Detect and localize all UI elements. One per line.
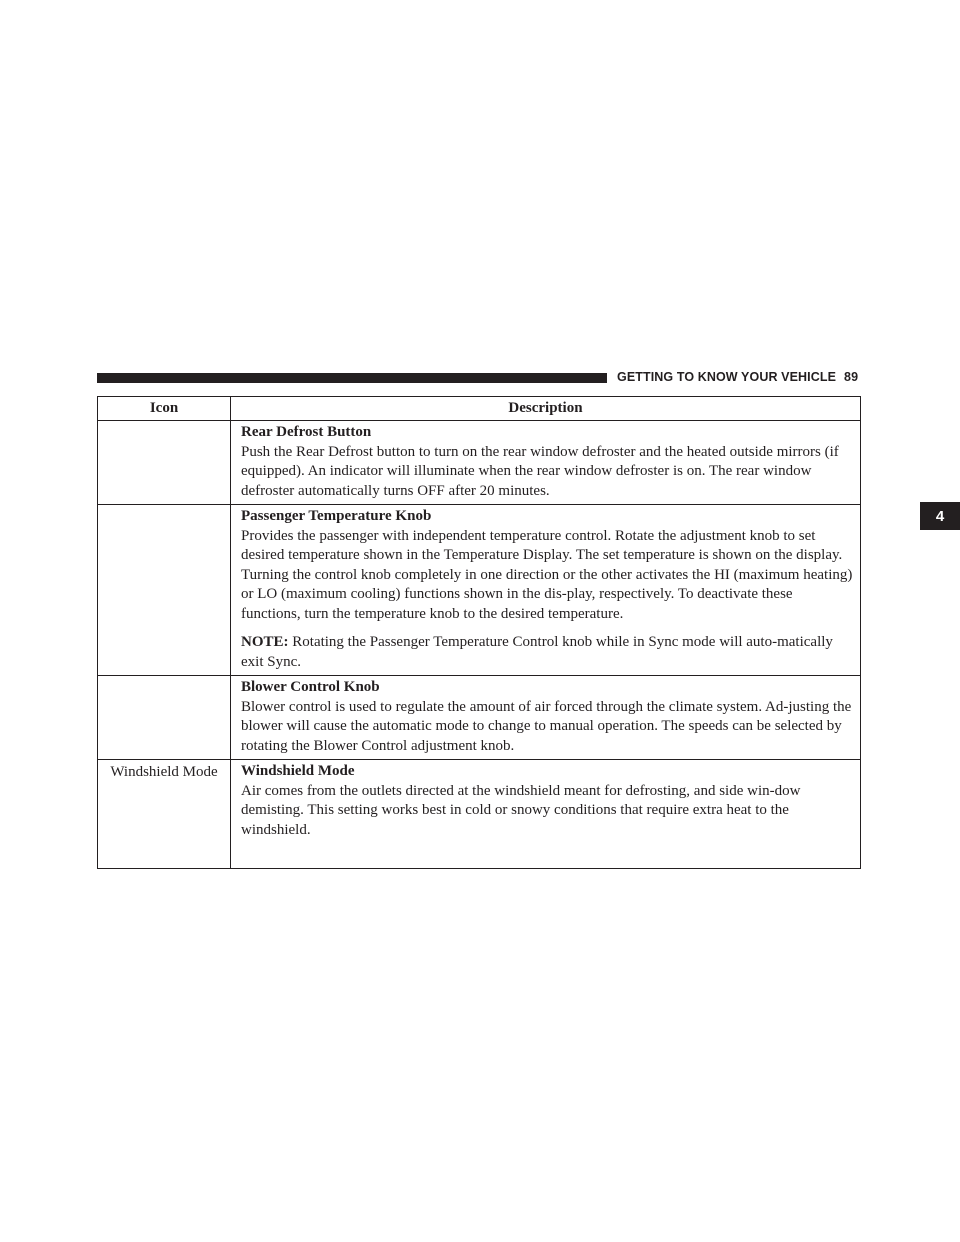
table-header-row <box>98 397 861 421</box>
item-title: Rear Defrost Button <box>241 424 372 440</box>
section-title: GETTING TO KNOW YOUR VEHICLE <box>617 370 837 384</box>
item-title: Blower Control Knob <box>241 679 380 695</box>
column-header-description: Description <box>231 397 861 421</box>
table-row <box>98 421 861 505</box>
chapter-tab: 4 <box>920 502 960 530</box>
description-cell <box>231 760 861 869</box>
item-title: Passenger Temperature Knob <box>241 508 432 524</box>
icon-cell: Windshield Mode <box>98 760 231 869</box>
description-cell <box>231 421 861 505</box>
table-row <box>98 505 861 676</box>
note <box>241 633 854 672</box>
icon-cell <box>98 421 231 505</box>
item-body: Push the Rear Defrost button to turn on the rear window defroster and the heated outside mirrors (if equipped). An indicator will illuminate when the rear window defroster is on. The rear window defroster automatically turns OFF after 20 minutes. <box>241 443 839 499</box>
item-body: Blower control is used to regulate the amount of air forced through the climate system. Ad-justing the blower will cause the automatic mode to change to manual operation. The speeds can be selected by rotating the Blower Control adjustment knob. <box>241 698 852 754</box>
item-body: Provides the passenger with independent temperature control. Rotate the adjustment knob to set desired temperature shown in the Temperature Display. The set temperature is shown on the display. Turning the control knob completely in one direction or the other activates the HI (maximum heating) or LO (maximum cooling) functions shown in the dis-play, respectively. To deactivate these functions, turn the temperature knob to the desired temperature. <box>241 527 853 622</box>
item-body: Air comes from the outlets directed at the windshield meant for defrosting, and side win-dow demisting. This setting works best in cold or snowy conditions that require extra heat to the windshield. <box>241 782 801 838</box>
table-row <box>98 676 861 760</box>
table-row <box>98 760 861 869</box>
page-number: 89 <box>844 370 859 384</box>
climate-controls-table <box>97 396 861 869</box>
icon-cell <box>98 505 231 676</box>
item-title: Windshield Mode <box>241 763 355 779</box>
note-label: NOTE: <box>241 634 289 650</box>
column-header-icon: Icon <box>98 397 231 421</box>
description-cell <box>231 505 861 676</box>
note-text: Rotating the Passenger Temperature Control knob while in Sync mode will auto-matically exit Sync. <box>241 634 833 670</box>
header-rule <box>97 373 607 383</box>
running-header <box>617 370 858 384</box>
icon-cell <box>98 676 231 760</box>
description-cell <box>231 676 861 760</box>
